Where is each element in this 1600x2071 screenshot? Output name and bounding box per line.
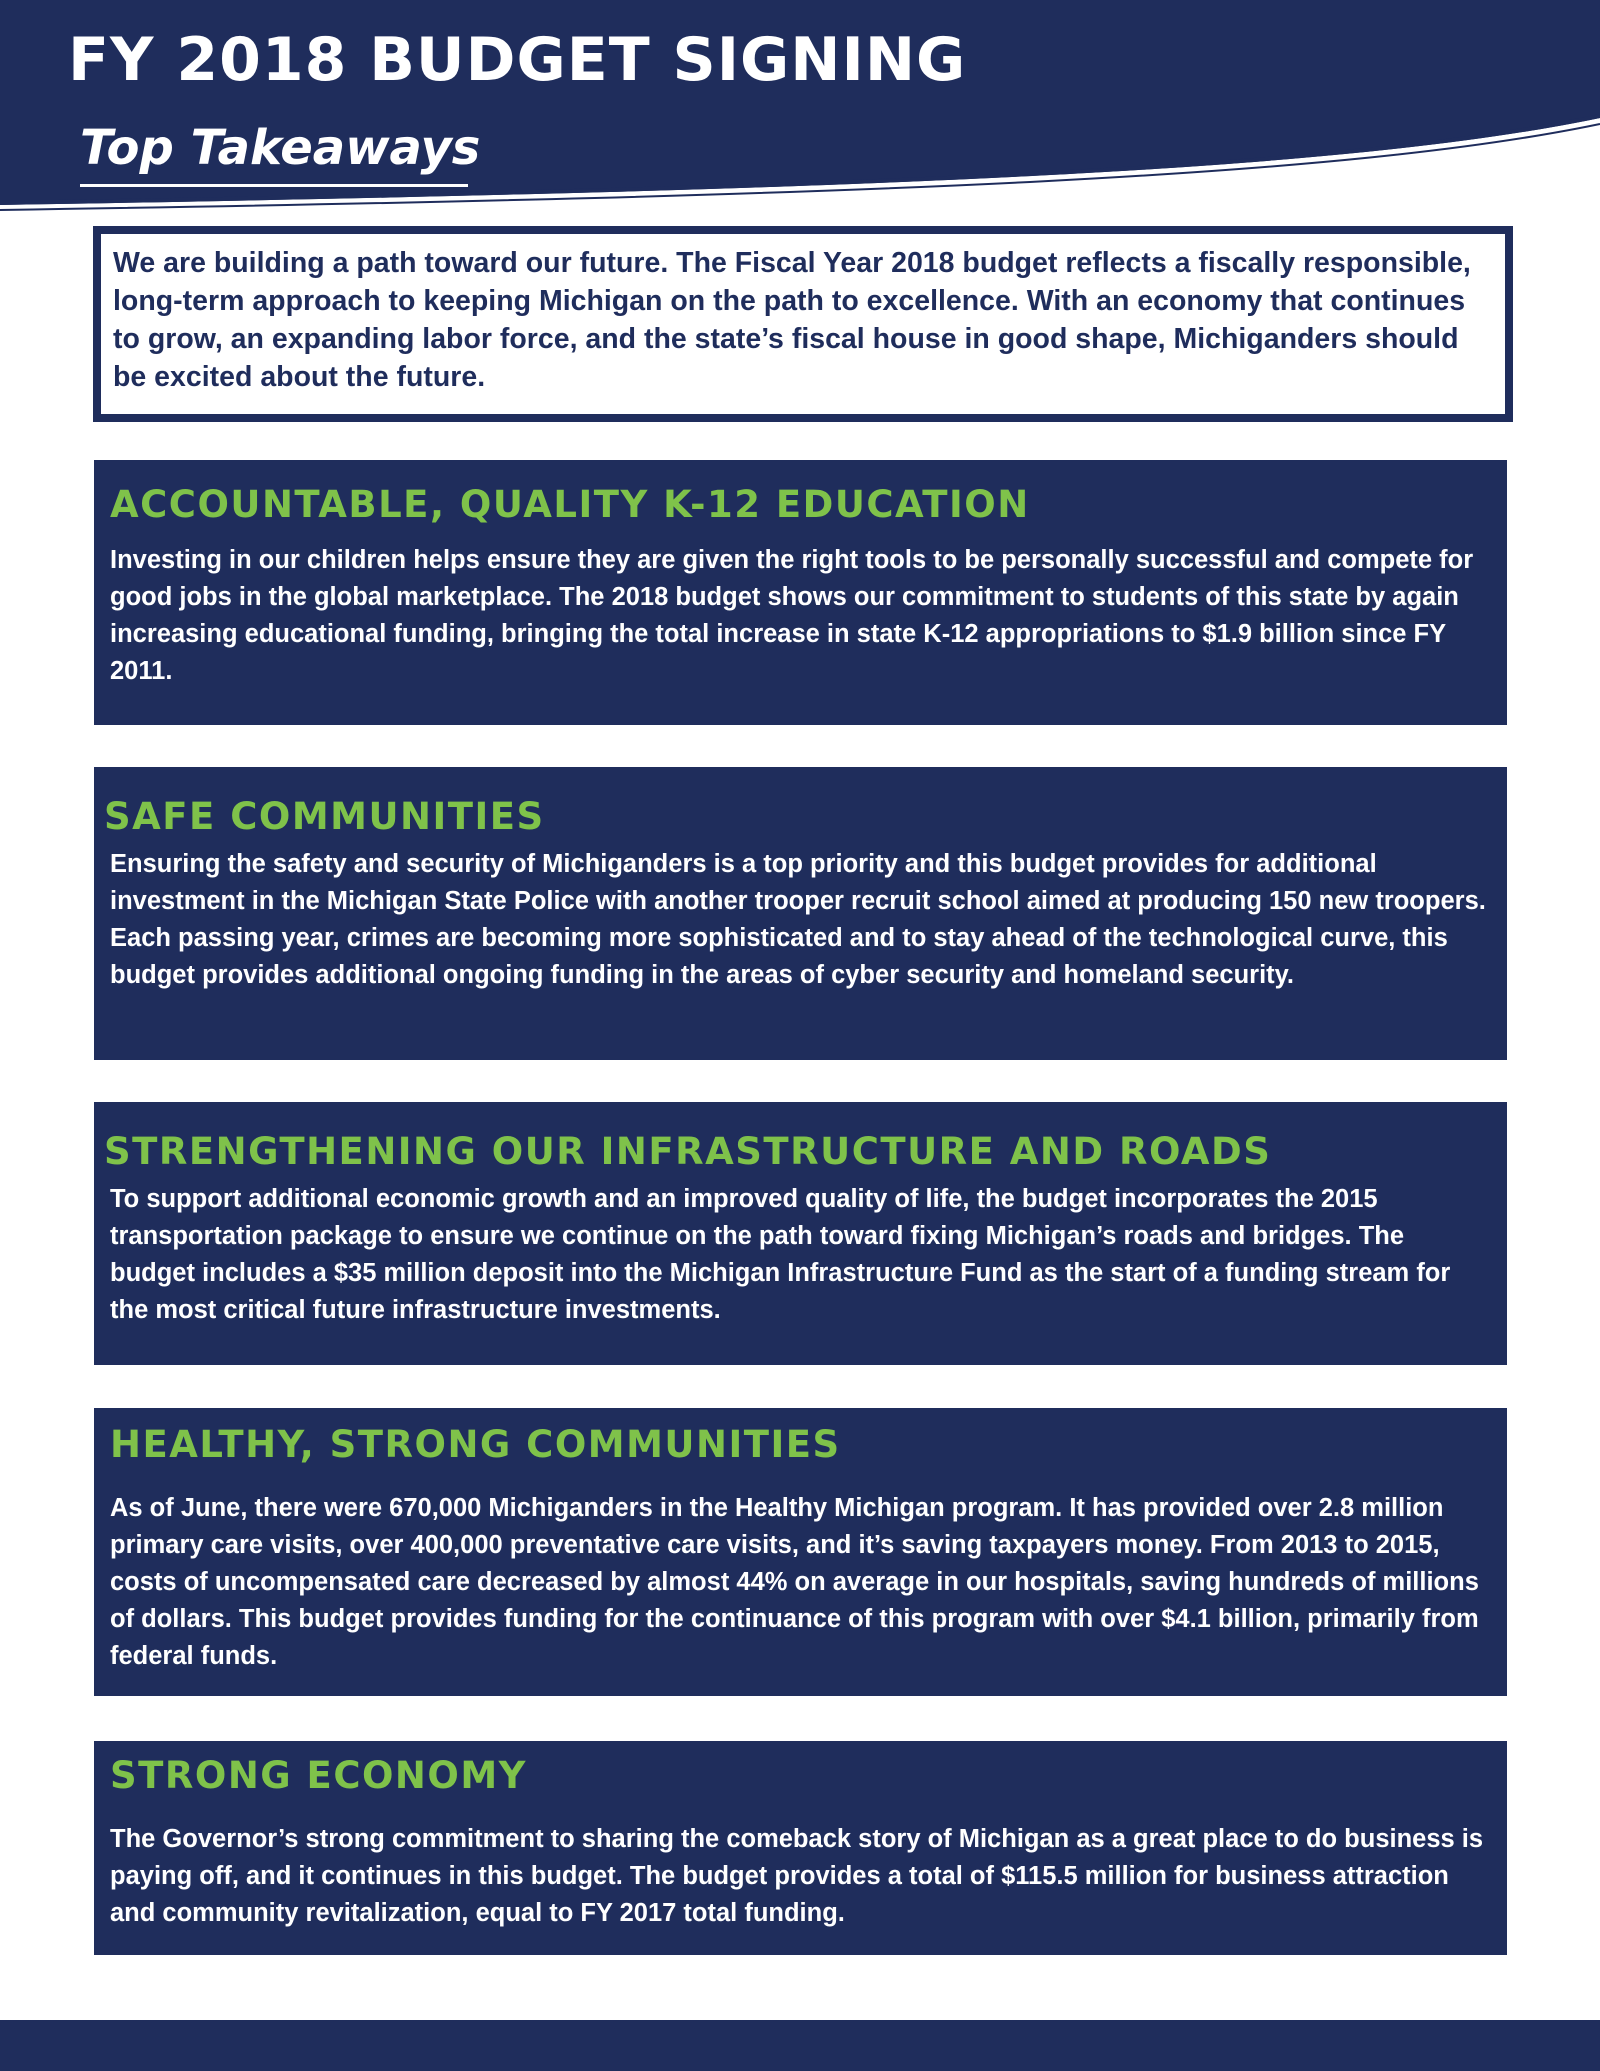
- intro-text: We are building a path toward our future. The Fiscal Year 2018 budget reflects a fiscally responsible, long-term approach to keeping Michigan on the path to excellence. With an economy that continues to grow, an expanding labor force, and the state’s fiscal house in good shape, Michiganders should be excited about the future.: [113, 247, 1471, 393]
- section-body: As of June, there were 670,000 Michiganders in the Healthy Michigan program. It has provided over 2.8 million primary care visits, over 400,000 preventative care visits, and it’s saving taxpayers money. From 2013 to 2015, costs of uncompensated care decreased by almost 44% on average in our hospitals, saving hundreds of millions of dollars. This budget provides funding for the continuance of this program with over $4.1 billion, primarily from federal funds.: [110, 1494, 1479, 1670]
- section-body: Ensuring the safety and security of Michiganders is a top priority and this budget provides for additional investment in the Michigan State Police with another trooper recruit school aimed at producing 150 new troopers. Each passing year, crimes are becoming more sophisticated and to stay ahead of the technological curve, this budget provides additional ongoing funding in the areas of cyber security and homeland security.: [110, 850, 1486, 989]
- section-k12-education: [94, 460, 1507, 725]
- page-header: [0, 0, 1600, 215]
- section-heading: HEALTHY, STRONG COMMUNITIES: [110, 1423, 841, 1466]
- section-body: To support additional economic growth and an improved quality of life, the budget incorporates the 2015 transportation package to ensure we continue on the path toward fixing Michigan’s roads and bridges. The budget includes a $35 million deposit into the Michigan Infrastructure Fund as the start of a funding stream for the most critical future infrastructure investments.: [110, 1185, 1451, 1324]
- section-safe-communities: [94, 767, 1507, 1060]
- section-healthy-communities: [94, 1408, 1507, 1696]
- section-heading: STRENGTHENING OUR INFRASTRUCTURE AND ROADS: [104, 1130, 1272, 1173]
- section-strong-economy: [94, 1741, 1507, 1955]
- page-title: FY 2018 BUDGET SIGNING: [68, 25, 967, 95]
- section-body: The Governor’s strong commitment to sharing the comeback story of Michigan as a great place to do business is paying off, and it continues in this budget. The budget provides a total of $115.5 million for business attraction and community revitalization, equal to FY 2017 total funding.: [110, 1825, 1484, 1927]
- section-heading: STRONG ECONOMY: [110, 1754, 527, 1797]
- intro-box: [93, 226, 1513, 422]
- section-body: Investing in our children helps ensure they are given the right tools to be personally successful and compete for good jobs in the global marketplace. The 2018 budget shows our commitment to students of this state by again increasing educational funding, bringing the total increase in state K-12 appropriations to $1.9 billion since FY 2011.: [110, 546, 1474, 685]
- subtitle-underline: [80, 184, 468, 187]
- section-infrastructure-roads: [94, 1102, 1507, 1365]
- section-heading: SAFE COMMUNITIES: [104, 795, 545, 838]
- section-heading: ACCOUNTABLE, QUALITY K-12 EDUCATION: [110, 483, 1030, 526]
- page-subtitle: Top Takeaways: [80, 120, 481, 176]
- footer-bar: [0, 2020, 1600, 2071]
